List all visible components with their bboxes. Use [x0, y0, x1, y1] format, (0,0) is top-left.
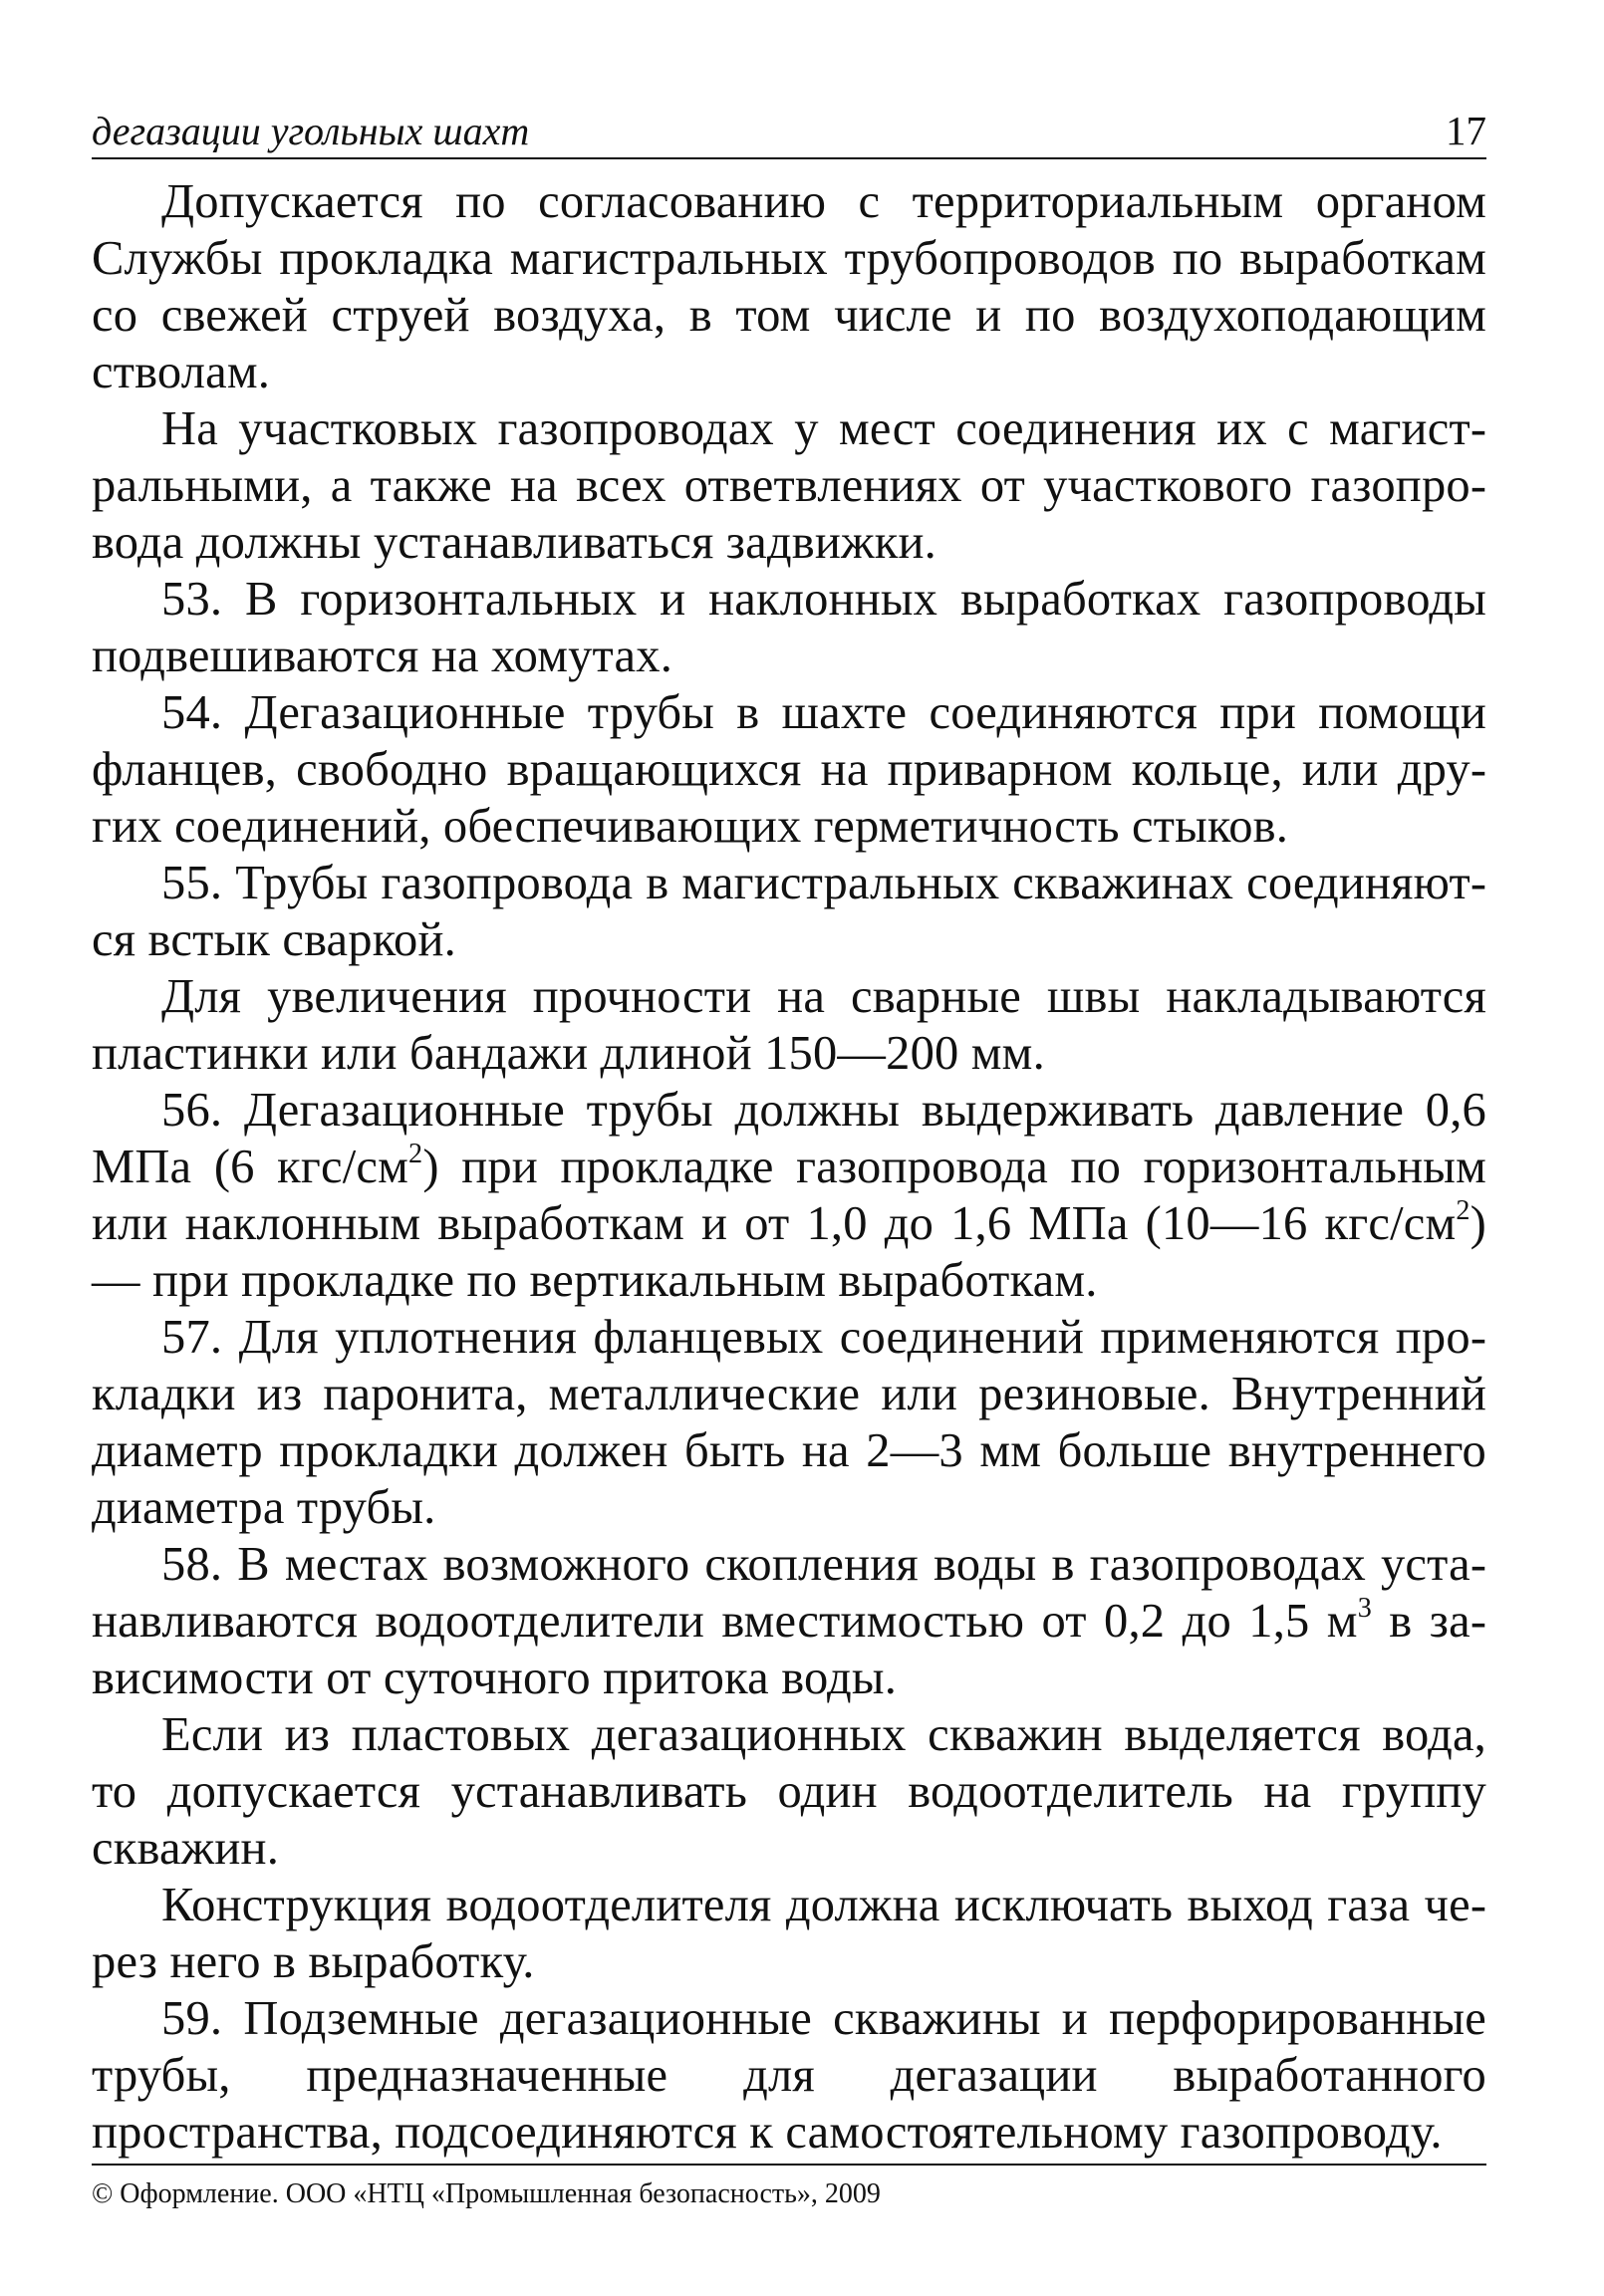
body-paragraph: 56. Дегазационные трубы должны выдерживать давление 0,6 МПа (6 кгс/$см^2$) при прокладке газопровода по горизонтальным или наклонным выработкам и от 1,0 до 1,6 МПа (10—16 кгс/$см^2$) — при прокладке по вертикальным выработкам.	[92, 1084, 1486, 1307]
document-page	[92, 100, 1486, 2161]
body-paragraph: 55. Трубы газопровода в магистральных скважинах соединяются встык сваркой.	[92, 857, 1486, 966]
body-paragraph: На участковых газопроводах у мест соединения их с магистральными, а также на всех ответвлениях от участкового газопровода должны устанавливаться задвижки.	[92, 402, 1486, 569]
body-paragraph: 59. Подземные дегазационные скважины и перфорированные трубы, предназначенные для дегазации выработанного пространства, подсоединяются к самостоятельному газопроводу.	[92, 1992, 1486, 2159]
body-paragraph: Для увеличения прочности на сварные швы накладываются пластинки или бандажи длиной 150—200 мм.	[92, 970, 1486, 1080]
body-paragraph: 53. В горизонтальных и наклонных выработках газопроводы подвешиваются на хомутах.	[92, 573, 1486, 682]
body-paragraph: Конструкция водоотделителя должна исключать выход газа через него в выработку.	[92, 1879, 1486, 1988]
body-paragraph: Допускается по согласованию с территориальным органом Службы прокладка магистральных трубопроводов по выработкам со свежей струей воздуха, в том числе и по воздухоподающим стволам.	[92, 175, 1486, 398]
body-paragraph: 58. В местах возможного скопления воды в газопроводах устанавливаются водоотделители вместимостью от 0,2 до 1,5 $м^3$ в зависимости от суточного притока воды.	[92, 1538, 1486, 1704]
body-paragraph: 57. Для уплотнения фланцевых соединений применяются прокладки из паронита, металлические или резиновые. Внутренний диаметр прокладки должен быть на 2—3 мм больше внутреннего диаметра трубы.	[92, 1311, 1486, 1534]
body-text	[92, 173, 1486, 2161]
running-header	[92, 100, 1486, 159]
body-paragraph: 54. Дегазационные трубы в шахте соединяются при помощи фланцев, свободно вращающихся на приварном кольце, или других соединений, обеспечивающих герметичность стыков.	[92, 686, 1486, 853]
header-title: дегазации угольных шахт	[92, 109, 530, 153]
copyright-footer	[92, 2164, 1486, 2211]
page-number: 17	[1446, 108, 1486, 153]
body-paragraph: Если из пластовых дегазационных скважин выделяется вода, то допускается устанавливать один водоотделитель на группу скважин.	[92, 1708, 1486, 1875]
copyright-text: © Оформление. ООО «НТЦ «Промышленная безопасность», 2009	[92, 2178, 881, 2209]
